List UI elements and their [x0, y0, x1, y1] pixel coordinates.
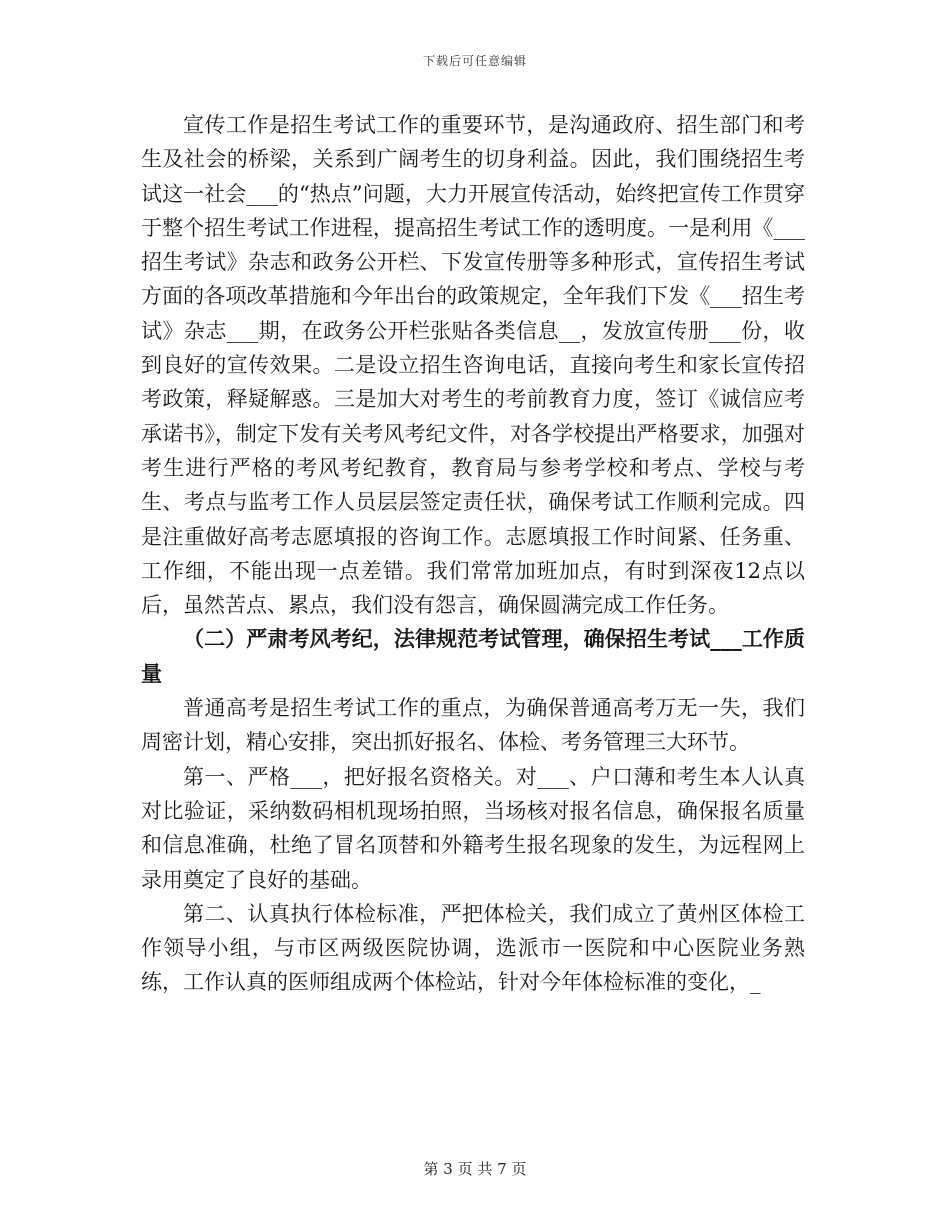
document-body: [141, 108, 805, 1000]
section-heading: （二）严肃考风考纪，法律规范考试管理，确保招生考试___工作质量: [141, 626, 805, 686]
paragraph-exam-overview: 普通高考是招生考试工作的重点，为确保普通高考万无一失，我们周密计划，精心安排，突出抓好报名、体检、考务管理三大环节。: [141, 696, 805, 755]
paragraph-publicity-work: 宣传工作是招生考试工作的重要环节，是沟通政府、招生部门和考生及社会的桥梁，关系到广阔考生的切身利益。因此，我们围绕招生考试这一社会___的“热点”问题，大力开展宣传活动，始终把宣传工作贯穿于整个招生考试工作进程，提高招生考试工作的透明度。一是利用《___招生考试》杂志和政务公开栏、下发宣传册等多种形式，宣传招生考试方面的各项改革措施和今年出台的政策规定，全年我们下发《___招生考试》杂志___期，在政务公开栏张贴各类信息__，发放宣传册___份，收到良好的宣传效果。二是设立招生咨询电话，直接向考生和家长宣传招考政策，释疑解惑。三是加大对考生的考前教育力度，签订《诚信应考承诺书》，制定下发有关考风考纪文件，对各学校提出严格要求，加强对考生进行严格的考风考纪教育，教育局与参考学校和考点、学校与考生、考点与监考工作人员层层签定责任状，确保考试工作顺利完成。四是注重做好高考志愿填报的咨询工作。志愿填报工作时间紧、任务重、工作细，不能出现一点差错。我们常常加班加点，有时到深夜12点以后，虽然苦点、累点，我们没有怨言，确保圆满完成工作任务。: [141, 113, 805, 618]
page-header-note: 下载后可任意编辑: [422, 54, 527, 68]
paragraph-registration: 第一、严格___，把好报名资格关。对___、户口薄和考生本人认真对比验证，采纳数码相机现场拍照，当场核对报名信息，确保报名质量和信息准确，杜绝了冒名顶替和外籍考生报名现象的发生，为远程网上录用奠定了良好的基础。: [141, 764, 805, 892]
paragraph-physical-exam: 第二、认真执行体检标准，严把体检关，我们成立了黄州区体检工作领导小组，与市区两级医院协调，选派市一医院和中心医院业务熟练，工作认真的医师组成两个体检站，针对今年体检标准的变化，_: [141, 901, 805, 995]
page-number-footer: 第 3 页 共 7 页: [423, 1160, 527, 1178]
